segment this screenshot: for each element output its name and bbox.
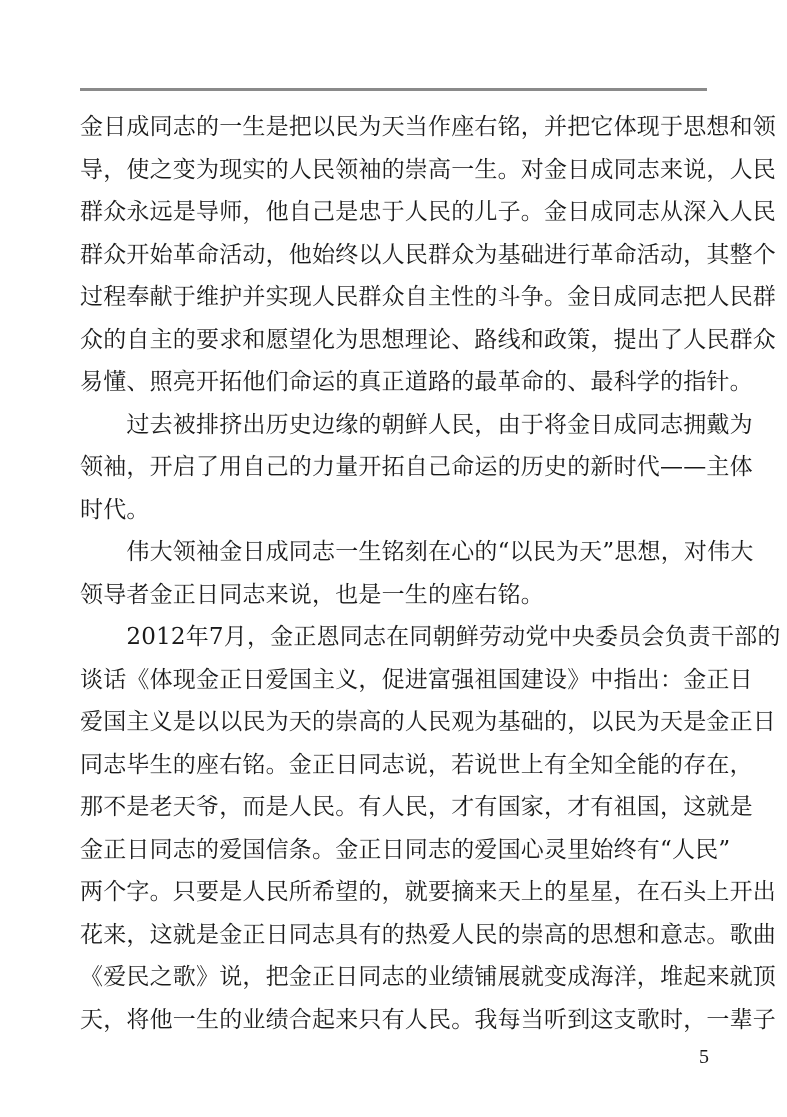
text-line: 过程奉献于维护并实现人民群众自主性的斗争。金日成同志把人民群 [80,284,776,310]
text-line: 爱国主义是以以民为天的崇高的人民观为基础的，以民为天是金正日 [80,709,776,735]
text-line: 金日成同志的一生是把以民为天当作座右铭，并把它体现于思想和领 [80,114,776,140]
text-line: 过去被排挤出历史边缘的朝鲜人民，由于将金日成同志拥戴为 [80,411,753,438]
text-line: 导，使之变为现实的人民领袖的崇高一生。对金日成同志来说，人民 [80,156,776,183]
text-line: 伟大领袖金日成同志一生铭刻在心的“以民为天”思想，对伟大 [80,539,754,565]
text-line: 易懂、照亮开拓他们命运的真正道路的最革命的、最科学的指针。 [80,369,753,395]
text-line: 那不是老天爷，而是人民。有人民，才有国家，才有祖国，这就是 [80,794,753,820]
text-line: 两个字。只要是人民所希望的，就要摘来天上的星星，在石头上开出 [80,879,776,905]
text-line: 天，将他一生的业绩合起来只有人民。我每当听到这支歌时，一辈子 [80,1006,776,1033]
text-line: 时代。 [80,496,150,523]
text-line: 群众永远是导师，他自己是忠于人民的儿子。金日成同志从深入人民 [80,199,776,225]
text-line: 花来，这就是金正日同志具有的热爱人民的崇高的思想和意志。歌曲 [80,921,776,948]
text-line: 《爱民之歌》说，把金正日同志的业绩铺展就变成海洋，堆起来就顶 [80,964,776,990]
text-line: 同志毕生的座右铭。金正日同志说，若说世上有全知全能的存在， [80,751,753,778]
text-line: 领导者金正日同志来说，也是一生的座右铭。 [80,581,544,608]
text-line: 群众开始革命活动，他始终以人民群众为基础进行革命活动，其整个 [80,241,776,268]
text-line: 众的自主的要求和愿望化为思想理论、路线和政策，提出了人民群众 [80,326,776,353]
header-rule [80,88,707,91]
text-line: 2012年7月，金正恩同志在同朝鲜劳动党中央委员会负责干部的 [80,624,781,650]
text-line: 领袖，开启了用自己的力量开拓自己命运的历史的新时代——主体 [80,454,753,480]
body-text [80,106,781,1041]
text-line: 金正日同志的爱国信条。金正日同志的爱国心灵里始终有“人民” [80,836,731,863]
page-number: 5 [699,1046,709,1068]
text-line: 谈话《体现金正日爱国主义，促进富强祖国建设》中指出：金正日 [80,666,753,693]
